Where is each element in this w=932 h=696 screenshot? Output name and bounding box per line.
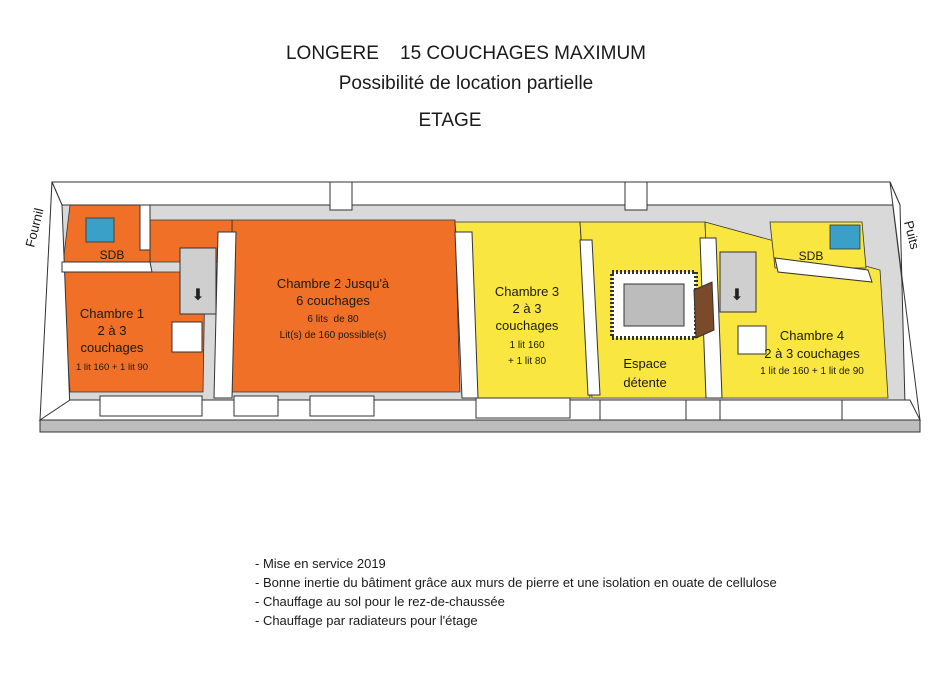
espace-panel — [694, 282, 714, 338]
window-front-4 — [476, 398, 570, 418]
label-sdb-left: SDB — [99, 248, 125, 262]
title-line-1: LONGERE 15 COUCHAGES MAXIMUM — [285, 43, 646, 64]
stairs-left-block — [172, 322, 202, 352]
partition-sdb-left — [140, 205, 150, 250]
c1-beds: 1 lit 160 + 1 lit 90 — [75, 362, 149, 373]
espace-screen — [624, 284, 684, 326]
shower-right — [830, 225, 860, 249]
wall-front-face — [40, 420, 920, 432]
c4-name: Chambre 4 — [779, 328, 845, 343]
label-fournil: Fournil — [22, 206, 47, 249]
window-back-2 — [625, 182, 647, 210]
shower-left — [86, 218, 114, 242]
c3-beds1: 1 lit 160 — [509, 340, 545, 351]
c4-cap: 2 à 3 couchages — [764, 346, 860, 361]
stairs-arrow-left-icon: ⬇ — [191, 287, 205, 304]
espace-line1: Espace — [623, 356, 667, 371]
note-item: - Chauffage au sol pour le rez-de-chaussée — [255, 594, 505, 609]
c3-name: Chambre 3 — [494, 284, 560, 299]
partition-c1-c2 — [214, 232, 236, 398]
window-back-1 — [330, 182, 352, 210]
window-front-6 — [720, 400, 842, 420]
c1-cap: 2 à 3 — [97, 323, 127, 338]
partition-chambre1-top — [62, 262, 152, 272]
title-line-2: Possibilité de location partielle — [338, 73, 594, 94]
c3-beds2: + 1 lit 80 — [507, 356, 547, 367]
window-front-2 — [234, 396, 278, 416]
c1-name: Chambre 1 — [79, 306, 145, 321]
espace-line2: détente — [623, 375, 667, 390]
stairs-right-block — [738, 326, 766, 354]
c2-beds1: 6 lits de 80 — [307, 314, 359, 325]
c2-cap: 6 couchages — [296, 293, 370, 308]
wall-back — [52, 182, 900, 205]
c3-cap: 2 à 3 — [512, 301, 542, 316]
window-front-1 — [100, 396, 202, 416]
c1-cap2: couchages — [80, 340, 144, 355]
c2-beds2: Lit(s) de 160 possible(s) — [279, 330, 387, 341]
c4-beds: 1 lit de 160 + 1 lit de 90 — [760, 366, 864, 377]
note-item: - Chauffage par radiateurs pour l'étage — [255, 613, 478, 628]
stairs-left — [180, 248, 216, 314]
c3-cap2: couchages — [495, 318, 559, 333]
label-sdb-right: SDB — [798, 249, 824, 263]
window-front-3 — [310, 396, 374, 416]
window-front-5 — [600, 400, 686, 420]
note-item: - Bonne inertie du bâtiment grâce aux murs de pierre et une isolation en ouate de cellulose — [255, 575, 777, 590]
c2-name: Chambre 2 Jusqu'à — [276, 276, 390, 291]
notes-list — [255, 554, 777, 630]
note-item: - Mise en service 2019 — [255, 556, 386, 571]
title-line-3: ETAGE — [418, 110, 482, 131]
stairs-arrow-right-icon: ⬇ — [730, 287, 744, 304]
label-puits: Puits — [901, 219, 923, 251]
